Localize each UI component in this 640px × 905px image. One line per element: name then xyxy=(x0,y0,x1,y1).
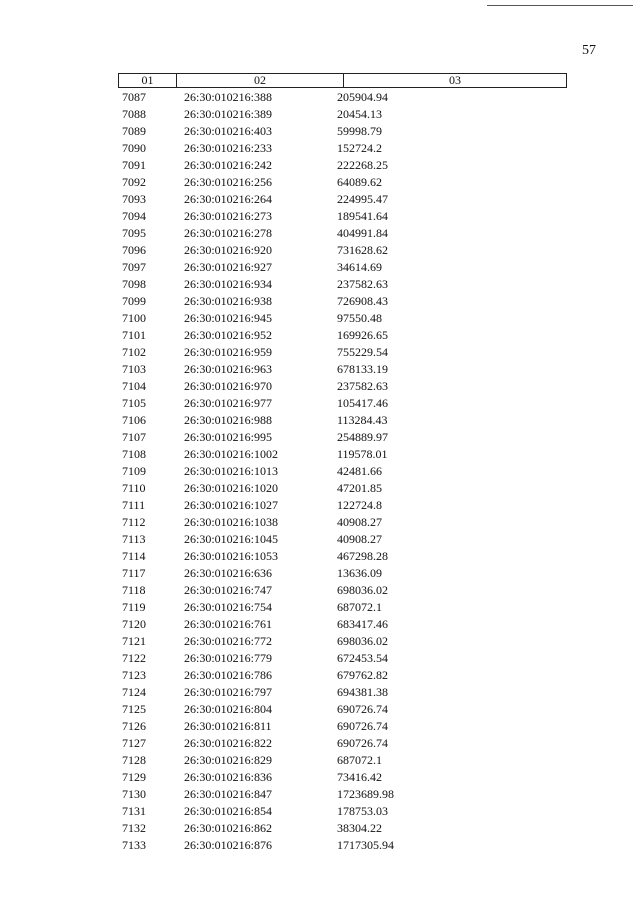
value-cell: 222268.25 xyxy=(337,158,388,172)
table-row xyxy=(118,293,567,310)
cadastral-number-cell: 26:30:010216:772 xyxy=(184,634,273,648)
value-cell: 467298.28 xyxy=(337,549,388,563)
cadastral-number-cell: 26:30:010216:242 xyxy=(184,158,273,172)
value-cell: 42481.66 xyxy=(337,464,382,478)
row-number-cell: 7131 xyxy=(122,804,146,818)
table-row xyxy=(118,276,567,293)
cadastral-number-cell: 26:30:010216:804 xyxy=(184,702,273,716)
cadastral-number-cell: 26:30:010216:747 xyxy=(184,583,273,597)
cadastral-number-cell: 26:30:010216:786 xyxy=(184,668,273,682)
table-row xyxy=(118,514,567,531)
cadastral-number-cell: 26:30:010216:959 xyxy=(184,345,273,359)
value-cell: 169926.65 xyxy=(337,328,388,342)
value-cell: 40908.27 xyxy=(337,515,382,529)
cadastral-number-cell: 26:30:010216:389 xyxy=(184,107,273,121)
cadastral-number-cell: 26:30:010216:1038 xyxy=(184,515,279,529)
value-cell: 152724.2 xyxy=(337,141,382,155)
row-number-cell: 7094 xyxy=(122,209,146,223)
cadastral-number-cell: 26:30:010216:754 xyxy=(184,600,273,614)
cadastral-number-cell: 26:30:010216:920 xyxy=(184,243,273,257)
cadastral-number-cell: 26:30:010216:829 xyxy=(184,753,273,767)
table-row xyxy=(118,497,567,514)
cadastral-number-cell: 26:30:010216:934 xyxy=(184,277,273,291)
table-row xyxy=(118,735,567,752)
cadastral-number-cell: 26:30:010216:256 xyxy=(184,175,273,189)
cadastral-number-cell: 26:30:010216:963 xyxy=(184,362,273,376)
table-row xyxy=(118,395,567,412)
row-number-cell: 7102 xyxy=(122,345,146,359)
cadastral-number-cell: 26:30:010216:264 xyxy=(184,192,273,206)
column-header-03: 03 xyxy=(449,73,461,87)
value-cell: 404991.84 xyxy=(337,226,388,240)
table-row xyxy=(118,157,567,174)
value-cell: 698036.02 xyxy=(337,583,388,597)
table-row xyxy=(118,140,567,157)
table-row xyxy=(118,803,567,820)
row-number-cell: 7088 xyxy=(122,107,146,121)
cadastral-number-cell: 26:30:010216:1053 xyxy=(184,549,279,563)
value-cell: 683417.46 xyxy=(337,617,388,631)
row-number-cell: 7098 xyxy=(122,277,146,291)
cadastral-number-cell: 26:30:010216:938 xyxy=(184,294,273,308)
row-number-cell: 7119 xyxy=(122,600,146,614)
row-number-cell: 7090 xyxy=(122,141,146,155)
table-row xyxy=(118,225,567,242)
cadastral-number-cell: 26:30:010216:811 xyxy=(184,719,272,733)
cadastral-number-cell: 26:30:010216:388 xyxy=(184,90,273,104)
table-row xyxy=(118,106,567,123)
value-cell: 59998.79 xyxy=(337,124,382,138)
cadastral-number-cell: 26:30:010216:988 xyxy=(184,413,273,427)
row-number-cell: 7106 xyxy=(122,413,146,427)
value-cell: 1717305.94 xyxy=(337,838,394,852)
table-row xyxy=(118,565,567,582)
cadastral-number-cell: 26:30:010216:1045 xyxy=(184,532,279,546)
cadastral-number-cell: 26:30:010216:1002 xyxy=(184,447,279,461)
value-cell: 731628.62 xyxy=(337,243,388,257)
row-number-cell: 7108 xyxy=(122,447,146,461)
table-row xyxy=(118,752,567,769)
value-cell: 64089.62 xyxy=(337,175,382,189)
value-cell: 119578.01 xyxy=(337,447,388,461)
cadastral-number-cell: 26:30:010216:995 xyxy=(184,430,273,444)
value-cell: 205904.94 xyxy=(337,90,388,104)
cadastral-number-cell: 26:30:010216:854 xyxy=(184,804,273,818)
table-row xyxy=(118,89,567,106)
value-cell: 224995.47 xyxy=(337,192,388,206)
value-cell: 254889.97 xyxy=(337,430,388,444)
value-cell: 73416.42 xyxy=(337,770,382,784)
row-number-cell: 7107 xyxy=(122,430,146,444)
row-number-cell: 7118 xyxy=(122,583,146,597)
cadastral-number-cell: 26:30:010216:1020 xyxy=(184,481,279,495)
table-row xyxy=(118,582,567,599)
table-row xyxy=(118,684,567,701)
cadastral-number-cell: 26:30:010216:1027 xyxy=(184,498,279,512)
column-header-02: 02 xyxy=(177,74,344,87)
cadastral-number-cell: 26:30:010216:1013 xyxy=(184,464,279,478)
row-number-cell: 7120 xyxy=(122,617,146,631)
table-row xyxy=(118,548,567,565)
row-number-cell: 7122 xyxy=(122,651,146,665)
row-number-cell: 7099 xyxy=(122,294,146,308)
row-number-cell: 7091 xyxy=(122,158,146,172)
row-number-cell: 7113 xyxy=(122,532,146,546)
table-row xyxy=(118,174,567,191)
value-cell: 237582.63 xyxy=(337,379,388,393)
value-cell: 38304.22 xyxy=(337,821,382,835)
table-row xyxy=(118,718,567,735)
row-number-cell: 7123 xyxy=(122,668,146,682)
table-row xyxy=(118,820,567,837)
value-cell: 687072.1 xyxy=(337,753,382,767)
table-row xyxy=(118,344,567,361)
row-number-cell: 7097 xyxy=(122,260,146,274)
row-number-cell: 7111 xyxy=(122,498,146,512)
value-cell: 726908.43 xyxy=(337,294,388,308)
data-table xyxy=(118,73,567,854)
value-cell: 189541.64 xyxy=(337,209,388,223)
value-cell: 679762.82 xyxy=(337,668,388,682)
row-number-cell: 7087 xyxy=(122,90,146,104)
row-number-cell: 7114 xyxy=(122,549,146,563)
value-cell: 47201.85 xyxy=(337,481,382,495)
table-row xyxy=(118,616,567,633)
row-number-cell: 7092 xyxy=(122,175,146,189)
table-row xyxy=(118,446,567,463)
row-number-cell: 7110 xyxy=(122,481,146,495)
table-row xyxy=(118,412,567,429)
row-number-cell: 7104 xyxy=(122,379,146,393)
cadastral-number-cell: 26:30:010216:822 xyxy=(184,736,273,750)
table-row xyxy=(118,650,567,667)
table-header xyxy=(118,73,567,88)
value-cell: 122724.8 xyxy=(337,498,382,512)
table-row xyxy=(118,259,567,276)
cadastral-number-cell: 26:30:010216:945 xyxy=(184,311,273,325)
value-cell: 690726.74 xyxy=(337,736,388,750)
row-number-cell: 7100 xyxy=(122,311,146,325)
value-cell: 113284.43 xyxy=(337,413,388,427)
cadastral-number-cell: 26:30:010216:233 xyxy=(184,141,273,155)
table-row xyxy=(118,463,567,480)
value-cell: 755229.54 xyxy=(337,345,388,359)
table-row xyxy=(118,327,567,344)
cadastral-number-cell: 26:30:010216:403 xyxy=(184,124,273,138)
row-number-cell: 7117 xyxy=(122,566,146,580)
page-number: 57 xyxy=(582,43,596,58)
table-row xyxy=(118,361,567,378)
row-number-cell: 7124 xyxy=(122,685,146,699)
row-number-cell: 7112 xyxy=(122,515,146,529)
table-row xyxy=(118,786,567,803)
row-number-cell: 7093 xyxy=(122,192,146,206)
column-header-01: 01 xyxy=(119,74,177,87)
value-cell: 678133.19 xyxy=(337,362,388,376)
table-row xyxy=(118,633,567,650)
table-row xyxy=(118,769,567,786)
cadastral-number-cell: 26:30:010216:761 xyxy=(184,617,273,631)
row-number-cell: 7132 xyxy=(122,821,146,835)
value-cell: 694381.38 xyxy=(337,685,388,699)
table-row xyxy=(118,310,567,327)
row-number-cell: 7089 xyxy=(122,124,146,138)
row-number-cell: 7105 xyxy=(122,396,146,410)
top-rule xyxy=(487,5,633,6)
row-number-cell: 7126 xyxy=(122,719,146,733)
table-row xyxy=(118,667,567,684)
row-number-cell: 7127 xyxy=(122,736,146,750)
row-number-cell: 7125 xyxy=(122,702,146,716)
cadastral-number-cell: 26:30:010216:927 xyxy=(184,260,273,274)
value-cell: 13636.09 xyxy=(337,566,382,580)
value-cell: 34614.69 xyxy=(337,260,382,274)
cadastral-number-cell: 26:30:010216:779 xyxy=(184,651,273,665)
row-number-cell: 7095 xyxy=(122,226,146,240)
cadastral-number-cell: 26:30:010216:836 xyxy=(184,770,273,784)
row-number-cell: 7103 xyxy=(122,362,146,376)
row-number-cell: 7130 xyxy=(122,787,146,801)
value-cell: 672453.54 xyxy=(337,651,388,665)
row-number-cell: 7109 xyxy=(122,464,146,478)
cadastral-number-cell: 26:30:010216:862 xyxy=(184,821,273,835)
cadastral-number-cell: 26:30:010216:952 xyxy=(184,328,273,342)
value-cell: 237582.63 xyxy=(337,277,388,291)
value-cell: 97550.48 xyxy=(337,311,382,325)
row-number-cell: 7129 xyxy=(122,770,146,784)
table-row xyxy=(118,599,567,616)
cadastral-number-cell: 26:30:010216:278 xyxy=(184,226,273,240)
cadastral-number-cell: 26:30:010216:797 xyxy=(184,685,273,699)
table-row xyxy=(118,480,567,497)
table-row xyxy=(118,242,567,259)
table-row xyxy=(118,531,567,548)
cadastral-number-cell: 26:30:010216:876 xyxy=(184,838,273,852)
value-cell: 105417.46 xyxy=(337,396,388,410)
cadastral-number-cell: 26:30:010216:847 xyxy=(184,787,273,801)
cadastral-number-cell: 26:30:010216:977 xyxy=(184,396,273,410)
row-number-cell: 7121 xyxy=(122,634,146,648)
row-number-cell: 7096 xyxy=(122,243,146,257)
row-number-cell: 7101 xyxy=(122,328,146,342)
cadastral-number-cell: 26:30:010216:970 xyxy=(184,379,273,393)
table-row xyxy=(118,429,567,446)
table-body xyxy=(118,89,567,854)
value-cell: 1723689.98 xyxy=(337,787,394,801)
value-cell: 40908.27 xyxy=(337,532,382,546)
row-number-cell: 7128 xyxy=(122,753,146,767)
table-row xyxy=(118,191,567,208)
table-row xyxy=(118,837,567,854)
value-cell: 178753.03 xyxy=(337,804,388,818)
cadastral-number-cell: 26:30:010216:273 xyxy=(184,209,273,223)
value-cell: 698036.02 xyxy=(337,634,388,648)
value-cell: 20454.13 xyxy=(337,107,382,121)
cadastral-number-cell: 26:30:010216:636 xyxy=(184,566,273,580)
value-cell: 690726.74 xyxy=(337,702,388,716)
table-row xyxy=(118,123,567,140)
table-row xyxy=(118,701,567,718)
row-number-cell: 7133 xyxy=(122,838,146,852)
value-cell: 687072.1 xyxy=(337,600,382,614)
value-cell: 690726.74 xyxy=(337,719,388,733)
table-row xyxy=(118,378,567,395)
table-row xyxy=(118,208,567,225)
